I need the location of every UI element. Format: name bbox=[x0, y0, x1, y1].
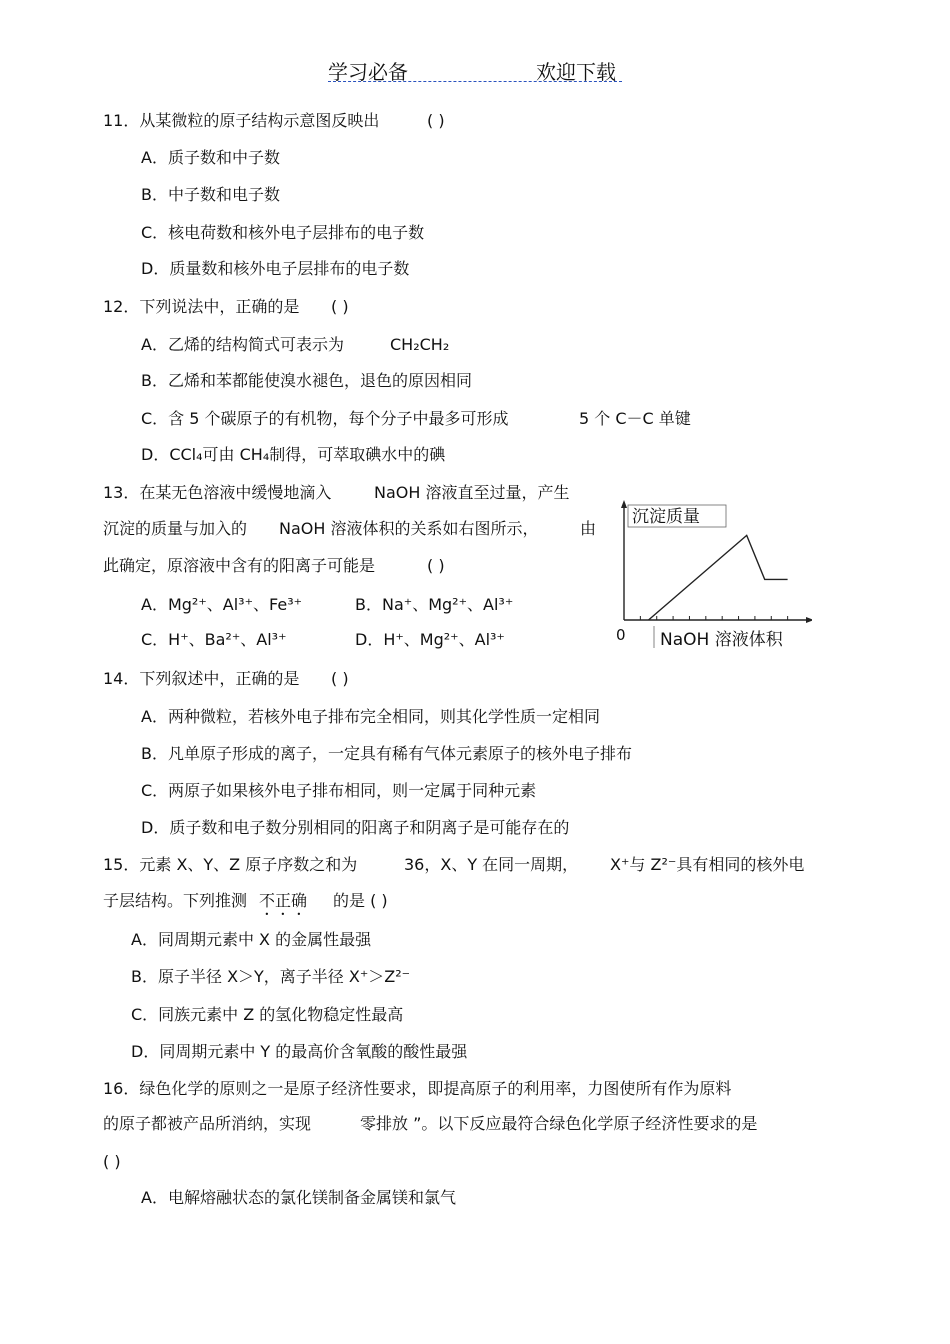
q16-paren: ( ) bbox=[103, 1152, 121, 1171]
q13-line3: 此确定，原溶液中含有的阳离子可能是 bbox=[103, 556, 376, 575]
origin-label: 0 bbox=[616, 626, 626, 644]
q11-option-c: C．核电荷数和核外电子层排布的电子数 bbox=[141, 223, 425, 242]
q15-line1a: 15．元素 X、Y、Z 原子序数之和为 bbox=[103, 855, 358, 874]
x-axis-label: NaOH 溶液体积 bbox=[660, 630, 783, 650]
q13-line2c: 由 bbox=[580, 519, 597, 538]
q15-option-c: C．同族元素中 Z 的氢化物稳定性最高 bbox=[131, 1005, 404, 1024]
q13-option-c: C．H⁺、Ba²⁺、Al³⁺ bbox=[141, 630, 287, 649]
q11-option-b: B．中子数和电子数 bbox=[141, 185, 280, 204]
y-axis-arrow bbox=[621, 500, 627, 508]
q14-option-a: A．两种微粒，若核外电子排布完全相同，则其化学性质一定相同 bbox=[141, 707, 600, 726]
q12-stem: 12．下列说法中，正确的是 bbox=[103, 297, 300, 316]
q16-line1: 16．绿色化学的原则之一是原子经济性要求，即提高原子的利用率，力图使所有作为原料 bbox=[103, 1079, 732, 1098]
page-header bbox=[0, 56, 950, 86]
q12-option-b: B．乙烯和苯都能使溴水褪色，退色的原因相同 bbox=[141, 371, 472, 390]
q16-option-a: A．电解熔融状态的氯化镁制备金属镁和氯气 bbox=[141, 1188, 456, 1207]
chart-labels bbox=[616, 505, 784, 650]
q13-line2a: 沉淀的质量与加入的 bbox=[103, 519, 248, 538]
q11-option-d: D．质量数和核外电子层排布的电子数 bbox=[141, 259, 410, 278]
chart-marks bbox=[649, 535, 788, 620]
x-axis-arrow bbox=[806, 617, 812, 623]
q12-option-a-formula: CH₂CH₂ bbox=[390, 335, 450, 354]
q11-paren: ( ) bbox=[427, 111, 445, 130]
q15-line2c: 的是 ( ) bbox=[333, 891, 388, 910]
q15-option-d: D．同周期元素中 Y 的最高价含氧酸的酸性最强 bbox=[131, 1042, 468, 1061]
q15-line2a: 子层结构。下列推测 bbox=[103, 891, 248, 910]
q13-option-d: D．H⁺、Mg²⁺、Al³⁺ bbox=[355, 630, 505, 649]
q16-line2b: 零排放 ”。以下反应最符合绿色化学原子经济性要求的是 bbox=[360, 1114, 758, 1133]
q13-line2b: NaOH 溶液体积的关系如右图所示， bbox=[279, 519, 539, 538]
series-line bbox=[649, 535, 788, 620]
precipitate-chart bbox=[612, 496, 812, 652]
q15-option-b: B．原子半径 X＞Y，离子半径 X⁺＞Z²⁻ bbox=[131, 967, 411, 986]
q15-line1c: X⁺与 Z²⁻具有相同的核外电 bbox=[610, 855, 805, 874]
q13-line1a: 13．在某无色溶液中缓慢地滴入 bbox=[103, 483, 332, 502]
q14-option-b: B．凡单原子形成的离子，一定具有稀有气体元素原子的核外电子排布 bbox=[141, 744, 632, 763]
header-underline bbox=[328, 81, 622, 82]
q13-line1b: NaOH 溶液直至过量，产生 bbox=[374, 483, 570, 502]
header-left: 学习必备 bbox=[328, 60, 408, 84]
q12-option-d: D．CCl₄可由 CH₄制得，可萃取碘水中的碘 bbox=[141, 445, 446, 464]
q13-paren: ( ) bbox=[427, 556, 445, 575]
q11-option-a: A．质子数和中子数 bbox=[141, 148, 280, 167]
q15-line1b: 36，X、Y 在同一周期， bbox=[404, 855, 579, 874]
q14-option-c: C．两原子如果核外电子排布相同，则一定属于同种元素 bbox=[141, 781, 537, 800]
q15-option-a: A．同周期元素中 X 的金属性最强 bbox=[131, 930, 372, 949]
q14-paren: ( ) bbox=[331, 669, 349, 688]
q16-line2a: 的原子都被产品所消纳，实现 bbox=[103, 1114, 312, 1133]
y-axis-label: 沉淀质量 bbox=[632, 507, 700, 527]
q13-option-b: B．Na⁺、Mg²⁺、Al³⁺ bbox=[355, 595, 514, 614]
q14-option-d: D．质子数和电子数分别相同的阳离子和阴离子是可能存在的 bbox=[141, 818, 570, 837]
header-right: 欢迎下载 bbox=[536, 60, 616, 84]
q15-line2-emphasis: 不正确 bbox=[259, 891, 308, 910]
q12-option-a: A．乙烯的结构简式可表示为 bbox=[141, 335, 344, 354]
q12-paren: ( ) bbox=[331, 297, 349, 316]
q14-stem: 14．下列叙述中，正确的是 bbox=[103, 669, 300, 688]
q11-stem: 11．从某微粒的原子结构示意图反映出 bbox=[103, 111, 380, 130]
q13-option-a: A．Mg²⁺、Al³⁺、Fe³⁺ bbox=[141, 595, 303, 614]
q12-option-c: C．含 5 个碳原子的有机物，每个分子中最多可形成 bbox=[141, 409, 509, 428]
q12-option-c-tail: 5 个 C－C 单键 bbox=[579, 409, 691, 428]
